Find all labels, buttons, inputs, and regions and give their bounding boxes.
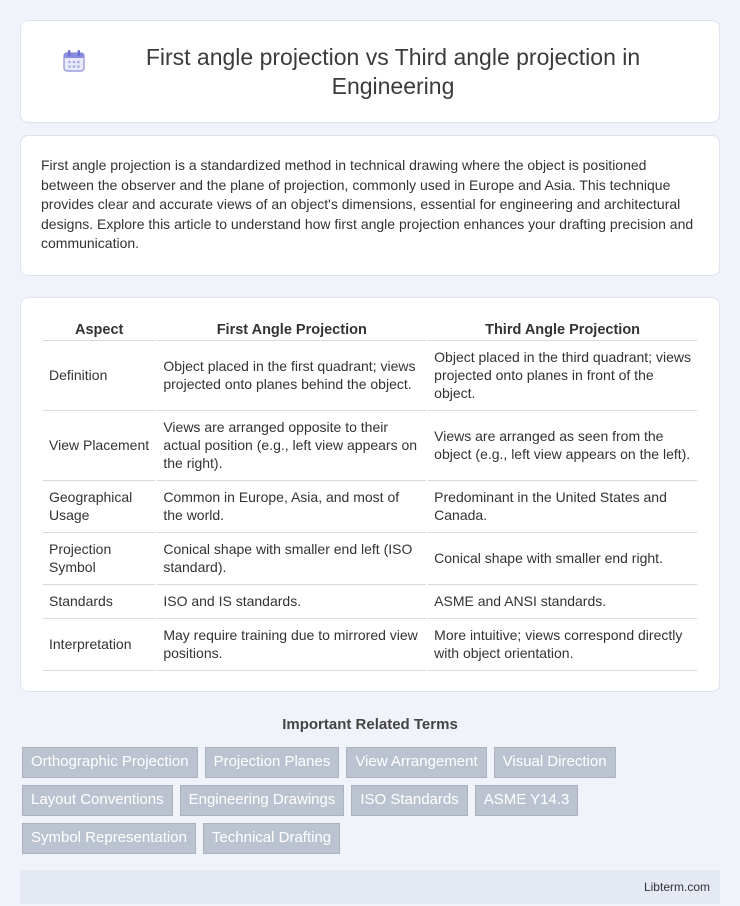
calendar-icon xyxy=(61,48,87,74)
cell-aspect: Definition xyxy=(43,341,155,411)
tag-view-arrangement[interactable]: View Arrangement xyxy=(346,747,486,778)
intro-paragraph: First angle projection is a standardized method in technical drawing where the object is positioned between the observer and the plane of projection, commonly used in Europe and Asia. This technique provides clear and accurate views of an object's dimensions, essential for engineering and architectural designs. Explore this article to understand how first angle projection enhances your drafting precision and communication. xyxy=(41,157,694,252)
tag-symbol-representation[interactable]: Symbol Representation xyxy=(22,823,196,854)
footer xyxy=(20,870,720,904)
table-row xyxy=(43,481,697,533)
table-row xyxy=(43,411,697,481)
cell-first-angle: Conical shape with smaller end left (ISO standard). xyxy=(157,533,426,585)
comparison-table-card xyxy=(20,297,720,692)
cell-third-angle: Views are arranged as seen from the object (e.g., left view appears on the left). xyxy=(428,411,697,481)
related-terms-heading: Important Related Terms xyxy=(282,715,458,733)
cell-third-angle: ASME and ANSI standards. xyxy=(428,585,697,619)
header-first-angle: First Angle Projection xyxy=(157,318,426,341)
page-title: First angle projection vs Third angle projection in Engineering xyxy=(145,43,641,99)
tag-orthographic-projection[interactable]: Orthographic Projection xyxy=(22,747,198,778)
cell-first-angle: May require training due to mirrored view positions. xyxy=(157,619,426,671)
tag-projection-planes[interactable]: Projection Planes xyxy=(205,747,340,778)
table-row xyxy=(43,585,697,619)
comparison-table xyxy=(41,318,699,671)
tag-engineering-drawings[interactable]: Engineering Drawings xyxy=(180,785,345,816)
header-card xyxy=(20,20,720,123)
header-third-angle: Third Angle Projection xyxy=(428,318,697,341)
header-aspect: Aspect xyxy=(43,318,155,341)
cell-third-angle: More intuitive; views correspond directly with object orientation. xyxy=(428,619,697,671)
tag-asme-y14-3[interactable]: ASME Y14.3 xyxy=(475,785,579,816)
table-header-row xyxy=(43,318,697,341)
tag-technical-drafting[interactable]: Technical Drafting xyxy=(203,823,340,854)
cell-aspect: Standards xyxy=(43,585,155,619)
footer-brand[interactable]: Libterm.com xyxy=(643,879,710,894)
cell-aspect: Interpretation xyxy=(43,619,155,671)
table-row xyxy=(43,619,697,671)
cell-aspect: Geographical Usage xyxy=(43,481,155,533)
cell-third-angle: Conical shape with smaller end right. xyxy=(428,533,697,585)
intro-card xyxy=(20,135,720,276)
cell-aspect: Projection Symbol xyxy=(43,533,155,585)
tag-visual-direction[interactable]: Visual Direction xyxy=(494,747,616,778)
cell-third-angle: Predominant in the United States and Canada. xyxy=(428,481,697,533)
related-terms-tags xyxy=(22,747,720,861)
table-row xyxy=(43,533,697,585)
cell-first-angle: Common in Europe, Asia, and most of the world. xyxy=(157,481,426,533)
cell-aspect: View Placement xyxy=(43,411,155,481)
cell-first-angle: Object placed in the first quadrant; views projected onto planes behind the object. xyxy=(157,341,426,411)
cell-first-angle: ISO and IS standards. xyxy=(157,585,426,619)
tag-layout-conventions[interactable]: Layout Conventions xyxy=(22,785,173,816)
tag-iso-standards[interactable]: ISO Standards xyxy=(351,785,467,816)
title-wrap xyxy=(61,43,679,101)
table-row xyxy=(43,341,697,411)
cell-third-angle: Object placed in the third quadrant; views projected onto planes in front of the object. xyxy=(428,341,697,411)
cell-first-angle: Views are arranged opposite to their actual position (e.g., left view appears on the right). xyxy=(157,411,426,481)
